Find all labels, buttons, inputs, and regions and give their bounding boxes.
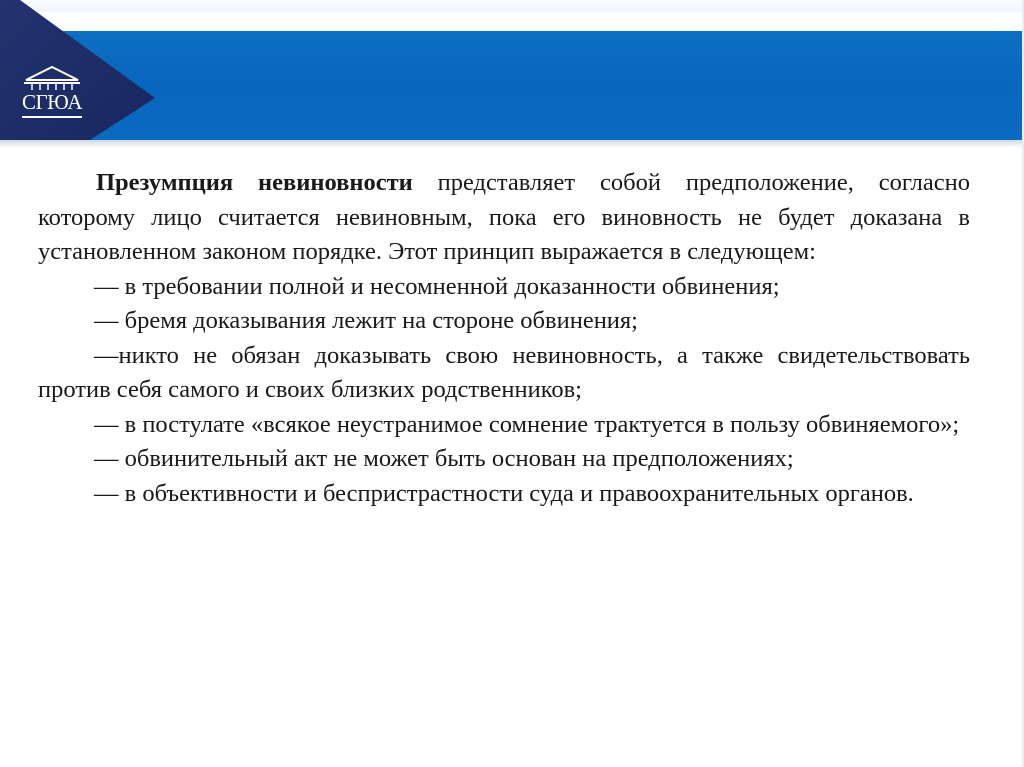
list-item: — в объективности и беспристрастности суда и правоохранительных органов. xyxy=(94,479,914,507)
term-heading: Презумпция невиновности xyxy=(96,169,413,196)
header-bar-shadow xyxy=(0,140,1024,148)
list-item: — обвинительный акт не может быть основан на предположениях; xyxy=(94,445,794,472)
list-item: — в постулате «всякое неустранимое сомнение трактуется в пользу обвиняемого»; xyxy=(94,410,960,438)
intro-text: представляет собой предположение, согласно которому лицо считается невиновным, пока его виновность не будет доказана в установленном законом порядке. Этот принцип выражается в следующем: xyxy=(38,169,970,265)
logo-text: СГЮА xyxy=(21,90,83,114)
slide-body xyxy=(38,166,970,511)
list-item: — бремя доказывания лежит на стороне обвинения; xyxy=(94,307,638,334)
list-item: — в требовании полной и несомненной доказанности обвинения; xyxy=(94,272,780,300)
intro-paragraph xyxy=(38,166,970,270)
list-item: —никто не обязан доказывать свою невиновность, а также свидетельствовать против себя самого и своих близких родственников; xyxy=(38,341,970,403)
